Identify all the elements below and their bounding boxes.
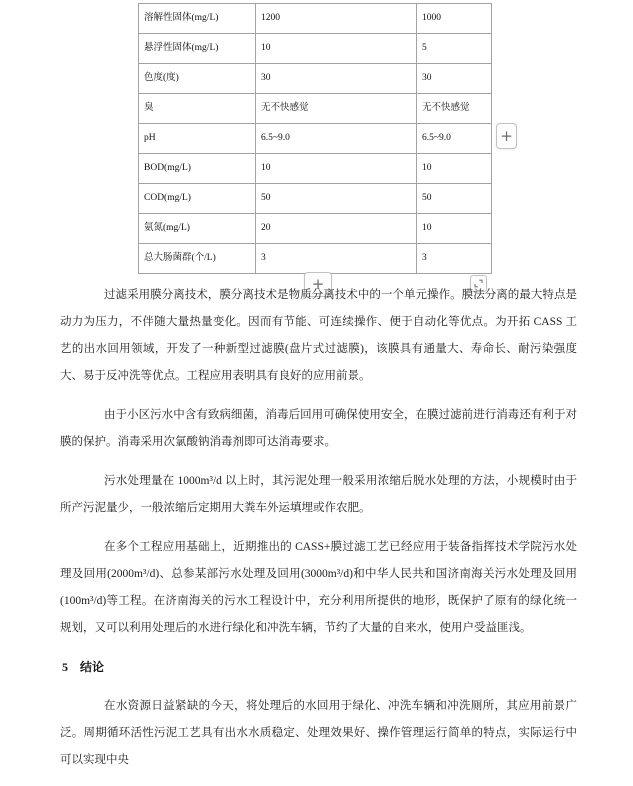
table-cell[interactable]: COD(mg/L): [139, 184, 256, 214]
table-cell[interactable]: 6.5~9.0: [417, 124, 492, 154]
table-cell[interactable]: 5: [417, 34, 492, 64]
table-cell[interactable]: 悬浮性固体(mg/L): [139, 34, 256, 64]
table-cell[interactable]: 30: [256, 64, 417, 94]
section-title: 结论: [80, 660, 105, 674]
table-cell[interactable]: 50: [417, 184, 492, 214]
table-row: [139, 4, 492, 34]
section-heading[interactable]: [62, 654, 577, 681]
table-row: [139, 154, 492, 184]
table-cell[interactable]: pH: [139, 124, 256, 154]
table-cell[interactable]: 1000: [417, 4, 492, 34]
body-paragraph[interactable]: 污水处理量在 1000m³/d 以上时，其污泥处理一般采用浓缩后脱水处理的方法，小规模时由于所产污泥量少，一般浓缩后定期用大粪车外运填埋或作农肥。: [60, 475, 577, 514]
add-column-button[interactable]: [496, 123, 517, 149]
table-cell[interactable]: 臭: [139, 94, 256, 124]
table-cell[interactable]: 3: [256, 244, 417, 274]
table-cell[interactable]: 6.5~9.0: [256, 124, 417, 154]
document-body: [60, 282, 577, 786]
table-cell[interactable]: 10: [417, 214, 492, 244]
table-cell[interactable]: 1200: [256, 4, 417, 34]
table-cell[interactable]: 色度(度): [139, 64, 256, 94]
body-paragraph[interactable]: 在多个工程应用基础上，近期推出的 CASS+膜过滤工艺已经应用于装备指挥技术学院污水处理及回用(2000m³/d)、总参某部污水处理及回用(3000m³/d)和中华人民共和国济南海关污水处理及回用(100m³/d)等工程。在济南海关的污水工程设计中，充分利用所提供的地形，既保护了原有的绿化统一规划，又可以利用处理后的水进行绿化和冲洗车辆，节约了大量的自来水，使用户受益匪浅。: [60, 541, 577, 634]
plus-icon: +: [500, 126, 513, 145]
table-row: [139, 64, 492, 94]
table-cell[interactable]: 溶解性固体(mg/L): [139, 4, 256, 34]
table-row: [139, 124, 492, 154]
body-paragraph[interactable]: 由于小区污水中含有致病细菌，消毒后回用可确保使用安全，在膜过滤前进行消毒还有利于对膜的保护。消毒采用次氯酸钠消毒剂即可达消毒要求。: [60, 409, 577, 448]
body-paragraph[interactable]: 过滤采用膜分离技术，膜分离技术是物质分离技术中的一个单元操作。膜法分离的最大特点是动力为压力，不伴随大量热量变化。因而有节能、可连续操作、便于自动化等优点。为开拓 CASS 工艺的出水回用领域，开发了一种新型过滤膜(盘片式过滤膜)，该膜具有通量大、寿命长、耐污染强度大、易于反冲洗等优点。工程应用表明具有良好的应用前景。: [60, 289, 577, 382]
plus-icon: +: [311, 275, 325, 293]
table-cell[interactable]: 10: [256, 154, 417, 184]
table-cell[interactable]: 10: [417, 154, 492, 184]
table-cell[interactable]: 30: [417, 64, 492, 94]
table-cell[interactable]: 3: [417, 244, 492, 274]
table-row: [139, 184, 492, 214]
table-cell[interactable]: 总大肠菌群(个/L): [139, 244, 256, 274]
section-number: 5: [62, 660, 68, 674]
table-cell[interactable]: 无不快感觉: [256, 94, 417, 124]
table-cell[interactable]: 20: [256, 214, 417, 244]
table-cell[interactable]: 氨氮(mg/L): [139, 214, 256, 244]
table-row: [139, 244, 492, 274]
body-paragraph[interactable]: 在水资源日益紧缺的今天，将处理后的水回用于绿化、冲洗车辆和冲洗厕所，其应用前景广泛。周期循环活性污泥工艺具有出水水质稳定、处理效果好、操作管理运行简单的特点，实际运行中可以实现中央: [60, 700, 577, 766]
water-quality-table: [138, 3, 492, 274]
table-cell[interactable]: 无不快感觉: [417, 94, 492, 124]
table-row: [139, 94, 492, 124]
table-cell[interactable]: 10: [256, 34, 417, 64]
table-cell[interactable]: BOD(mg/L): [139, 154, 256, 184]
table-row: [139, 214, 492, 244]
table-cell[interactable]: 50: [256, 184, 417, 214]
table-row: [139, 34, 492, 64]
